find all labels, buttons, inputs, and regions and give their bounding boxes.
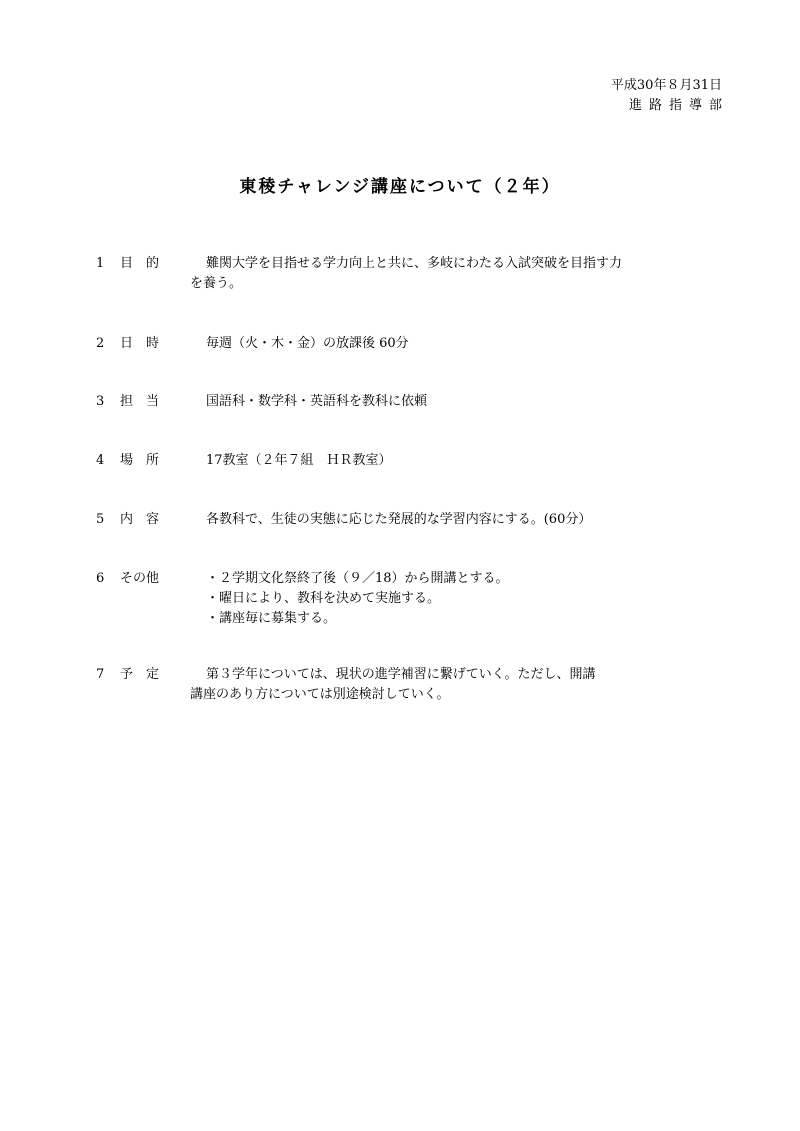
- content-line: 講座のあり方については別途検討していく。: [190, 687, 450, 702]
- section-number: 2: [96, 336, 105, 351]
- document-date: 平成30年８月31日: [610, 78, 722, 93]
- issuing-department: 進路指導部: [628, 98, 729, 113]
- section-label: 日 時: [120, 336, 160, 351]
- document-title: 東稜チャレンジ講座について（２年）: [239, 177, 561, 197]
- section-label: その他: [120, 571, 160, 586]
- content-line: を養う。: [190, 276, 243, 291]
- section-content: [190, 254, 736, 294]
- content-line: 国語科・数学科・英語科を教科に依頼: [206, 394, 428, 409]
- section-label: 目 的: [120, 256, 160, 271]
- content-line: 各教科で、生徒の実態に応じた発展的な学習内容にする。(60分）: [206, 512, 592, 527]
- bullet-item: ・講座毎に募集する。: [206, 611, 337, 626]
- section-content: [206, 334, 736, 354]
- content-line: 難関大学を目指せる学力向上と共に、多岐にわたる入試突破を目指す力: [206, 256, 623, 271]
- section-content: [206, 392, 736, 412]
- content-line: 毎週（火・木・金）の放課後 60分: [206, 336, 409, 351]
- section-label: 内 容: [120, 512, 160, 527]
- section-number: 3: [96, 394, 105, 409]
- content-line: 第３学年については、現状の進学補習に繋げていく。ただし、開講: [206, 667, 596, 682]
- section-number: 4: [96, 453, 105, 468]
- section-content: [206, 510, 736, 530]
- bullet-item: ・２学期文化祭終了後（９／18）から開講とする。: [206, 571, 509, 586]
- header-block: [610, 76, 729, 116]
- bullet-item: ・曜日により、教科を決めて実施する。: [206, 591, 441, 606]
- content-line: 17教室（２年７組 ＨＲ教室）: [206, 453, 392, 468]
- section-label: 担 当: [120, 394, 160, 409]
- section-number: 6: [96, 571, 105, 586]
- section-number: 5: [96, 512, 105, 527]
- section-label: 予 定: [120, 667, 160, 682]
- section-number: 1: [96, 256, 105, 271]
- section-content: [206, 451, 736, 471]
- section-content: [190, 665, 736, 705]
- section-number: 7: [96, 667, 105, 682]
- section-label: 場 所: [120, 453, 160, 468]
- section-content: [206, 569, 736, 629]
